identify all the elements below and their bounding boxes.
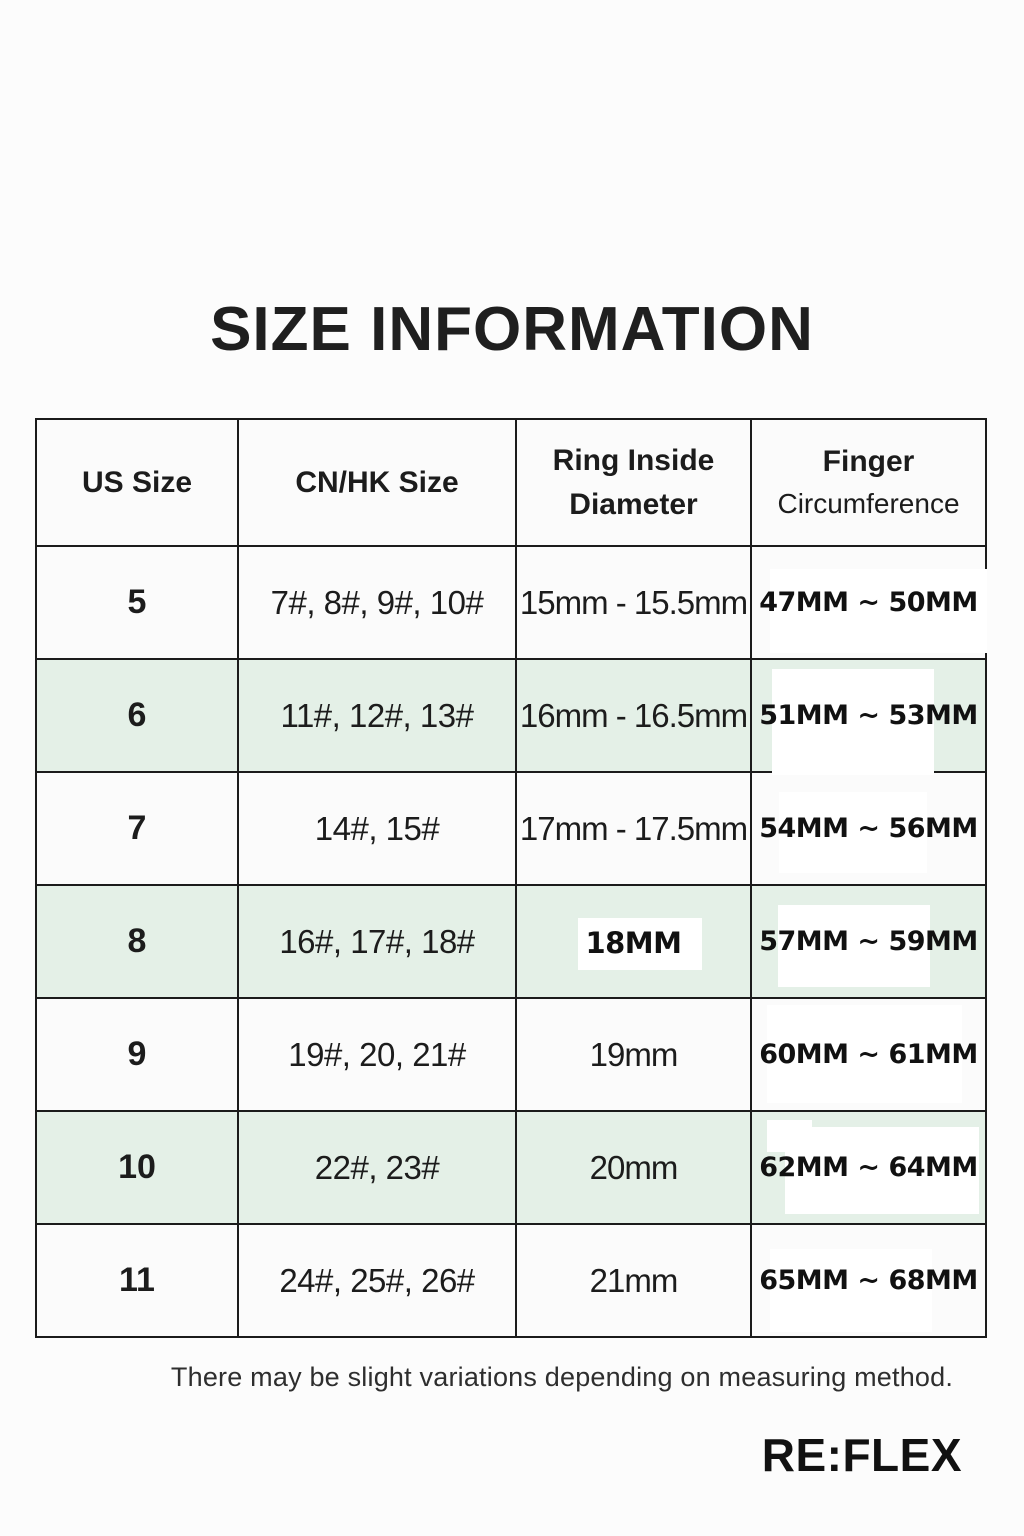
us-size-value: 8 (36, 885, 238, 998)
finger-circumference-value (751, 1224, 986, 1337)
finger-circumference-label: 57MM ~ 59MM (759, 926, 978, 957)
header-row (36, 419, 986, 546)
cn-hk-size-value: 24#, 25#, 26# (238, 1224, 516, 1337)
cn-hk-size-value: 11#, 12#, 13# (238, 659, 516, 772)
ring-inside-diameter-value: 19mm (516, 998, 751, 1111)
header-circumference-label: Circumference (777, 487, 960, 519)
header-ring-inside-diameter (516, 419, 751, 546)
table-row-size-7 (36, 772, 986, 885)
finger-circumference-label: 62MM ~ 64MM (759, 1152, 978, 1183)
header-cn-hk-size-label: CN/HK Size (295, 465, 459, 499)
footnote: There may be slight variations depending on measuring method. (170, 1362, 954, 1392)
header-us-size-label: US Size (81, 465, 193, 499)
ring-inside-diameter-value: 15mm - 15.5mm (516, 546, 751, 659)
finger-circumference-label: 65MM ~ 68MM (759, 1265, 978, 1296)
brand-logo: RE:FLEX (761, 1429, 962, 1481)
header-ring-inside-label: Ring Inside (552, 444, 715, 477)
ring-inside-diameter-value (516, 885, 751, 998)
header-diameter-label: Diameter (569, 487, 698, 521)
us-size-value: 5 (36, 546, 238, 659)
cn-hk-size-value: 19#, 20, 21# (238, 998, 516, 1111)
finger-circumference-label: 60MM ~ 61MM (759, 1039, 978, 1070)
us-size-value: 9 (36, 998, 238, 1111)
ring-inside-diameter-value: 20mm (516, 1111, 751, 1224)
cn-hk-size-value: 14#, 15# (238, 772, 516, 885)
table-row-size-6 (36, 659, 986, 772)
ring-inside-diameter-value: 16mm - 16.5mm (516, 659, 751, 772)
finger-circumference-value (751, 998, 986, 1111)
header-finger-circumference (751, 419, 986, 546)
finger-circumference-value (751, 885, 986, 998)
finger-circumference-label: 47MM ~ 50MM (759, 587, 978, 618)
finger-circumference-label: 51MM ~ 53MM (759, 700, 978, 731)
header-us-size (36, 419, 238, 546)
table-row-size-8 (36, 885, 986, 998)
cn-hk-size-value: 7#, 8#, 9#, 10# (238, 546, 516, 659)
us-size-value: 6 (36, 659, 238, 772)
ring-inside-diameter-value: 17mm - 17.5mm (516, 772, 751, 885)
cn-hk-size-value: 22#, 23# (238, 1111, 516, 1224)
finger-circumference-value (751, 1111, 986, 1224)
cn-hk-size-value: 16#, 17#, 18# (238, 885, 516, 998)
table-row-size-9 (36, 998, 986, 1111)
us-size-value: 10 (36, 1111, 238, 1224)
size-table (35, 418, 987, 1338)
finger-circumference-value (751, 772, 986, 885)
us-size-value: 7 (36, 772, 238, 885)
table-row-size-11 (36, 1224, 986, 1337)
table-row-size-5 (36, 546, 986, 659)
header-cn-hk-size (238, 419, 516, 546)
finger-circumference-value (751, 659, 986, 772)
us-size-value: 11 (36, 1224, 238, 1337)
finger-circumference-value (751, 546, 986, 659)
table-row-size-10 (36, 1111, 986, 1224)
ring-inside-diameter-label: 18MM (585, 925, 682, 960)
finger-circumference-label: 54MM ~ 56MM (759, 813, 978, 844)
page-title: SIZE INFORMATION (210, 295, 814, 364)
ring-inside-diameter-value: 21mm (516, 1224, 751, 1337)
header-finger-label: Finger (822, 445, 915, 479)
